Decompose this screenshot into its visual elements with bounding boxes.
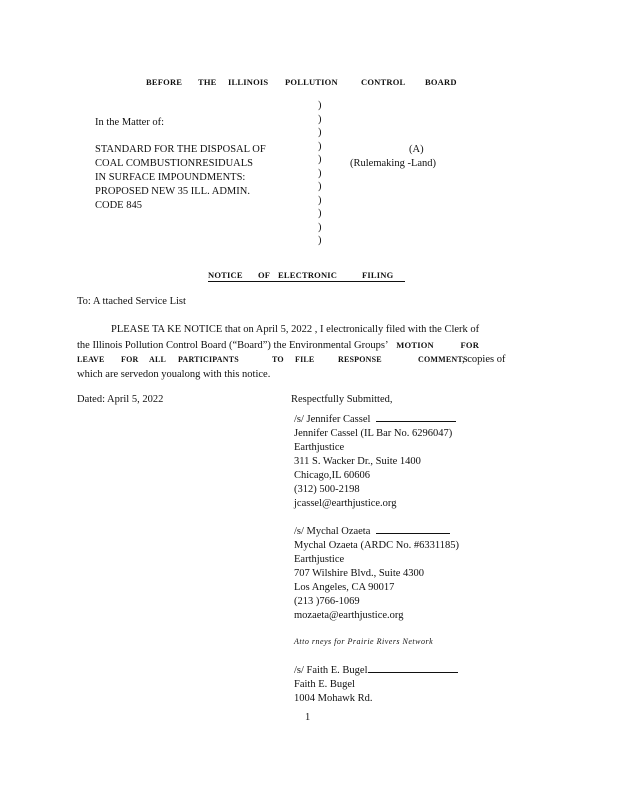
attorneys-for: Atto rneys for Prairie Rivers Network	[294, 637, 434, 646]
paren: )	[318, 113, 322, 125]
body-text: , copies of	[462, 354, 506, 365]
motion-word: PARTICIPANTS	[178, 355, 239, 364]
caption-parens	[318, 99, 322, 248]
in-the-matter: In the Matter of:	[95, 117, 165, 128]
signature-block	[294, 410, 456, 511]
signatory-detail: Jennifer Cassel (IL Bar No. 6296047)	[294, 428, 453, 439]
motion-word: ALL	[149, 355, 167, 364]
signature: /s/ Mychal Ozaeta	[294, 526, 371, 537]
matter-title	[95, 143, 266, 213]
signature-line	[294, 522, 459, 539]
matter-line: COAL COMBUSTIONRESIDUALS	[95, 158, 253, 169]
paren: )	[318, 154, 322, 165]
matter-line: IN SURFACE IMPOUNDMENTS:	[95, 172, 246, 183]
to-line: To: A ttached Service List	[77, 296, 186, 307]
motion-word: FILE	[295, 355, 315, 364]
body-line	[77, 338, 539, 354]
notice-word: ELECTRONIC	[278, 270, 338, 280]
paren: )	[318, 208, 322, 219]
paren: )	[318, 221, 322, 233]
docket-type: (Rulemaking -Land)	[350, 158, 437, 169]
matter-line: PROPOSED NEW 35 ILL. ADMIN.	[95, 186, 250, 197]
body-line: which are servedon youalong with this notice.	[77, 368, 271, 380]
notice-word: OF	[258, 270, 271, 280]
motion-word: MOTION	[396, 339, 434, 350]
paren: )	[318, 235, 322, 246]
motion-word: FOR	[460, 339, 480, 350]
paren: )	[318, 167, 322, 179]
page-number: 1	[305, 712, 311, 723]
motion-word: COMMENTS	[418, 355, 468, 364]
signature-rule	[368, 661, 458, 673]
header-word: THE	[198, 77, 217, 87]
header-word: BEFORE	[146, 77, 183, 87]
signatory-email: mozaeta@earthjustice.org	[294, 610, 404, 621]
signatory-detail: (312) 500-2198	[294, 484, 360, 495]
notice-word: NOTICE	[208, 270, 243, 280]
signatory-detail: 1004 Mohawk Rd.	[294, 693, 373, 704]
signature-block	[294, 661, 458, 706]
signatory-detail: (213 )766-1069	[294, 596, 360, 607]
signatory-detail: Earthjustice	[294, 442, 345, 453]
paren: )	[318, 181, 322, 192]
paren: )	[318, 127, 322, 138]
respectfully-submitted: Respectfully Submitted,	[291, 394, 393, 405]
signature: /s/ Jennifer Cassel	[294, 414, 371, 425]
body-line: PLEASE TA KE NOTICE that on April 5, 2022 , I electronically filed with the Clerk of	[111, 324, 480, 335]
signatory-detail: Faith E. Bugel	[294, 679, 355, 690]
signatory-email: jcassel@earthjustice.org	[294, 498, 397, 509]
motion-word: LEAVE	[77, 355, 105, 364]
dated-line: Dated: April 5, 2022	[77, 394, 164, 405]
matter-line: STANDARD FOR THE DISPOSAL OF	[95, 144, 266, 155]
signatory-detail: Earthjustice	[294, 554, 345, 565]
signature-line	[294, 410, 456, 427]
paren: )	[318, 194, 322, 206]
signatory-detail: 311 S. Wacker Dr., Suite 1400	[294, 456, 421, 467]
signatory-detail: Mychal Ozaeta (ARDC No. #6331185)	[294, 540, 459, 551]
signature-rule	[376, 410, 456, 422]
signatory-detail: 707 Wilshire Blvd., Suite 4300	[294, 568, 425, 579]
header-word: POLLUTION	[285, 77, 338, 87]
notice-body	[77, 323, 539, 382]
signatory-detail: Los Angeles, CA 90017	[294, 582, 395, 593]
notice-title-underline	[208, 281, 405, 282]
signature: /s/ Faith E. Bugel	[294, 665, 368, 676]
paren: )	[318, 140, 322, 152]
notice-word: FILING	[362, 270, 394, 280]
signature-rule	[376, 522, 450, 534]
motion-word: RESPONSE	[338, 355, 382, 364]
signatory-detail: Chicago,IL 60606	[294, 470, 371, 481]
header-word: ILLINOIS	[228, 77, 269, 87]
matter-line: CODE 845	[95, 200, 142, 211]
header-word: CONTROL	[361, 77, 406, 87]
motion-word: TO	[272, 355, 284, 364]
paren: )	[318, 100, 322, 111]
header-word: BOARD	[425, 77, 457, 87]
body-line	[77, 353, 539, 368]
motion-word: FOR	[121, 355, 139, 364]
docket-number: (A)	[409, 144, 424, 155]
signature-line	[294, 661, 458, 678]
body-text: the Illinois Pollution Control Board (“Board”) the Environmental Groups’	[77, 339, 388, 351]
signature-block	[294, 522, 459, 623]
